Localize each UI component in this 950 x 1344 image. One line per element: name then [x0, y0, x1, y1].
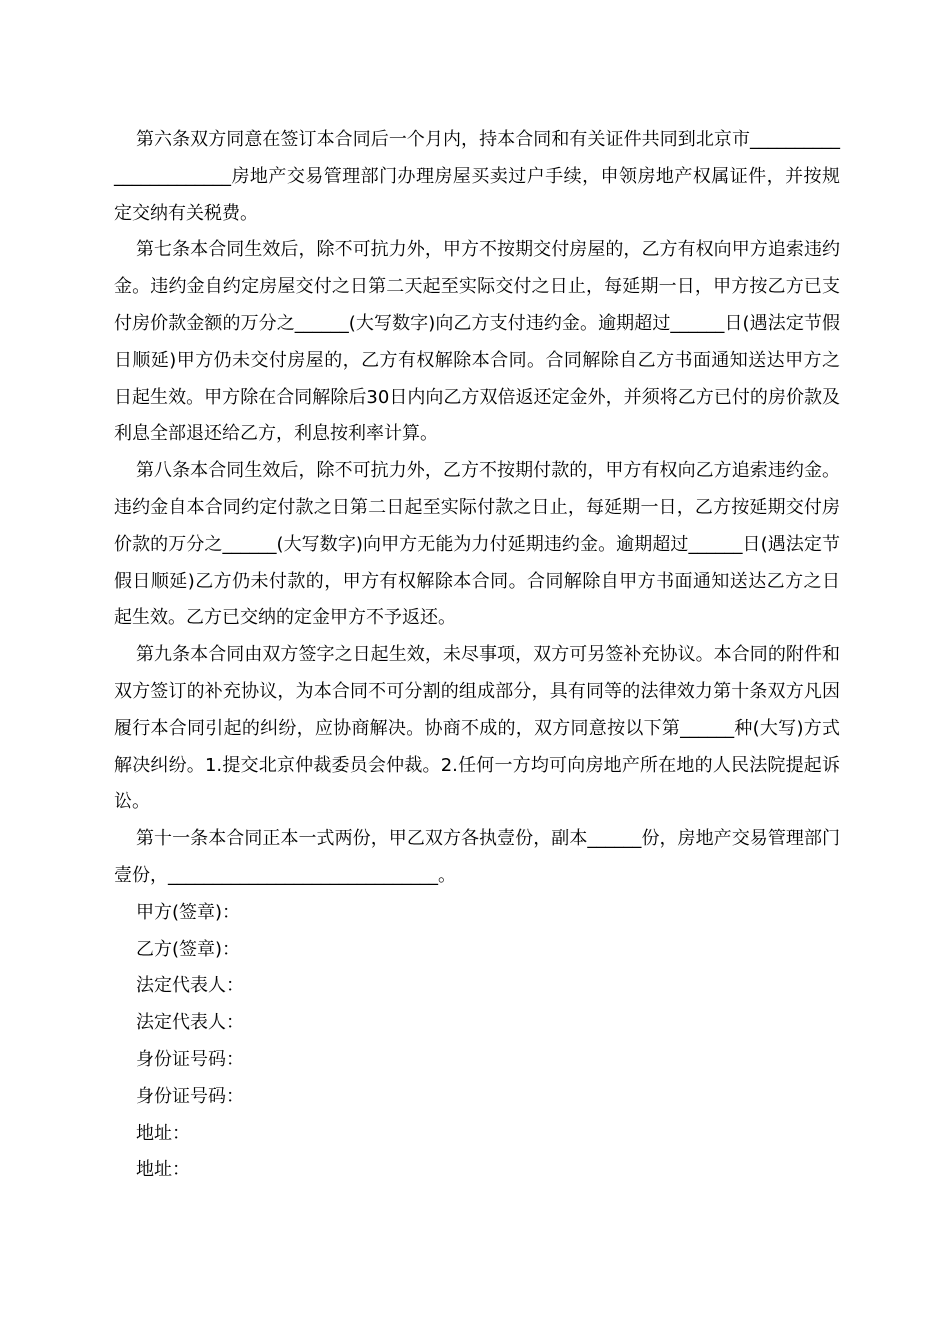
clause-8: 第八条本合同生效后，除不可抗力外，乙方不按期付款的，甲方有权向乙方追索违约金。违约金自本合同约定付款之日第二日起至实际付款之日止，每延期一日，乙方按延期交付房价款的万分之______(大写数字)向甲方无能为力付延期违约金。逾期超过______日(遇法定节假日顺延)乙方仍未付款的，甲方有权解除本合同。合同解除自甲方书面通知送达乙方之日起生效。乙方已交纳的定金甲方不予返还。 — [114, 460, 840, 629]
contract-body — [114, 122, 840, 1189]
party-a-legal-rep-line: 法定代表人： — [136, 975, 244, 997]
party-b-id-number-line: 身份证号码： — [136, 1085, 244, 1107]
clause-9-10: 第九条本合同由双方签字之日起生效，未尽事项，双方可另签补充协议。本合同的附件和双方签订的补充协议，为本合同不可分割的组成部分，具有同等的法律效力第十条双方凡因履行本合同引起的纠纷，应协商解决。协商不成的，双方同意按以下第______种(大写)方式解决纠纷。1.提交北京仲裁委员会仲裁。2.任何一方均可向房地产所在地的人民法院提起诉讼。 — [114, 644, 840, 813]
party-a-seal-line: 甲方(签章)： — [136, 901, 241, 923]
clause-6: 第六条双方同意在签订本合同后一个月内，持本合同和有关证件共同到北京市_______________________房地产交易管理部门办理房屋买卖过户手续，申领房地产权属证件，并按规定交纳有关税费。 — [114, 129, 840, 224]
party-a-id-number-line: 身份证号码： — [136, 1048, 244, 1070]
clause-7: 第七条本合同生效后，除不可抗力外，甲方不按期交付房屋的，乙方有权向甲方追索违约金。违约金自约定房屋交付之日第二天起至实际交付之日止，每延期一日，甲方按乙方已支付房价款金额的万分之______(大写数字)向乙方支付违约金。逾期超过______日(遇法定节假日顺延)甲方仍未交付房屋的，乙方有权解除本合同。合同解除自乙方书面通知送达甲方之日起生效。甲方除在合同解除后30日内向乙方双倍返还定金外，并须将乙方已付的房价款及利息全部退还给乙方，利息按利率计算。 — [114, 239, 840, 445]
clause-11: 第十一条本合同正本一式两份，甲乙双方各执壹份，副本______份，房地产交易管理部门壹份，______________________________。 — [114, 828, 840, 886]
party-a-address-line: 地址： — [136, 1122, 190, 1144]
party-b-legal-rep-line: 法定代表人： — [136, 1012, 244, 1034]
party-b-address-line: 地址： — [136, 1159, 190, 1181]
party-b-seal-line: 乙方(签章)： — [136, 938, 241, 960]
